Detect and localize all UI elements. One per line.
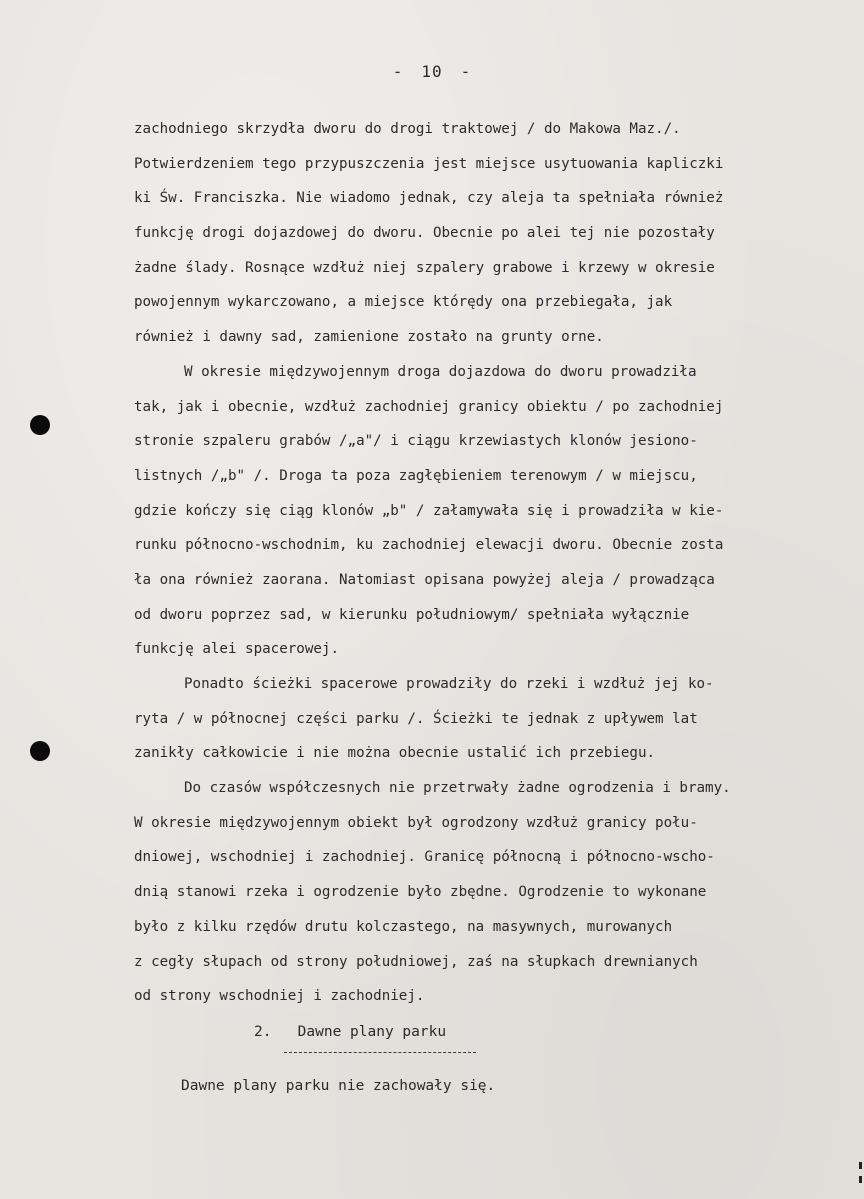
section-heading: [254, 1024, 446, 1040]
section-title: Dawne plany parku: [297, 1024, 447, 1040]
text-line: funkcję drogi dojazdowej do dworu. Obecnie po alei tej nie pozostały: [134, 225, 715, 242]
page-number: 10: [421, 62, 443, 81]
text-line: runku północno-wschodnim, ku zachodniej elewacji dworu. Obecnie zosta: [134, 537, 724, 554]
text-line: żadne ślady. Rosnące wzdłuż niej szpalery grabowe i krzewy w okresie: [134, 259, 715, 276]
section-title-underline: [284, 1052, 476, 1053]
punch-hole-top: [30, 415, 50, 435]
edge-mark: [859, 1176, 862, 1183]
text-line: Potwierdzeniem tego przypuszczenia jest miejsce usytuowania kapliczki: [134, 155, 724, 172]
section-number: 2.: [254, 1024, 272, 1040]
edge-mark: [859, 1162, 862, 1169]
page-number-dash-left: -: [392, 62, 404, 81]
text-line: dnią stanowi rzeka i ogrodzenie było zbędne. Ogrodzenie to wykonane: [134, 884, 707, 901]
text-line: funkcję alei spacerowej.: [134, 641, 339, 658]
text-line: W okresie międzywojennym droga dojazdowa do dworu prowadziła: [184, 363, 697, 380]
text-line: zachodniego skrzydła dworu do drogi traktowej / do Makowa Maz./.: [134, 121, 681, 137]
page-number-dash-right: -: [460, 62, 472, 81]
text-line: od strony wschodniej i zachodniej.: [134, 988, 425, 1005]
text-line: ła ona również zaorana. Natomiast opisana powyżej aleja / prowadząca: [134, 571, 715, 588]
punch-hole-bottom: [30, 741, 50, 761]
text-line: było z kilku rzędów drutu kolczastego, na masywnych, murowanych: [134, 918, 673, 935]
text-line: powojennym wykarczowano, a miejsce którędy ona przebiegała, jak: [134, 294, 673, 311]
final-sentence: Dawne plany parku nie zachowały się.: [181, 1078, 496, 1094]
text-line: Do czasów współczesnych nie przetrwały żadne ogrodzenia i bramy.: [184, 780, 731, 797]
text-line: od dworu poprzez sad, w kierunku południowym/ spełniała wyłącznie: [134, 606, 690, 623]
text-line: ki Św. Franciszka. Nie wiadomo jednak, czy aleja ta spełniała również: [134, 190, 724, 207]
text-line: również i dawny sad, zamienione zostało na grunty orne.: [134, 329, 604, 346]
text-line: Ponadto ścieżki spacerowe prowadziły do rzeki i wzdłuż jej ko-: [184, 676, 714, 692]
text-line: zanikły całkowicie i nie można obecnie ustalić ich przebiegu.: [134, 745, 656, 762]
text-line: listnych /„b" /. Droga ta poza zagłębieniem terenowym / w miejscu,: [134, 467, 698, 484]
text-line: z cegły słupach od strony południowej, zaś na słupkach drewnianych: [134, 953, 698, 970]
text-line: stronie szpaleru grabów /„a"/ i ciągu krzewiastych klonów jesiono-: [134, 433, 698, 450]
text-line: tak, jak i obecnie, wzdłuż zachodniej granicy obiektu / po zachodniej: [134, 398, 724, 415]
text-line: W okresie międzywojennym obiekt był ogrodzony wzdłuż granicy połu-: [134, 814, 698, 831]
text-line: dniowej, wschodniej i zachodniej. Granicę północną i północno-wscho-: [134, 849, 715, 866]
page-number-header: [0, 62, 864, 81]
text-line: gdzie kończy się ciąg klonów „b" / załamywała się i prowadziła w kie-: [134, 502, 724, 519]
body-text: [134, 112, 856, 1014]
text-line: ryta / w północnej części parku /. Ścieżki te jednak z upływem lat: [134, 710, 698, 727]
